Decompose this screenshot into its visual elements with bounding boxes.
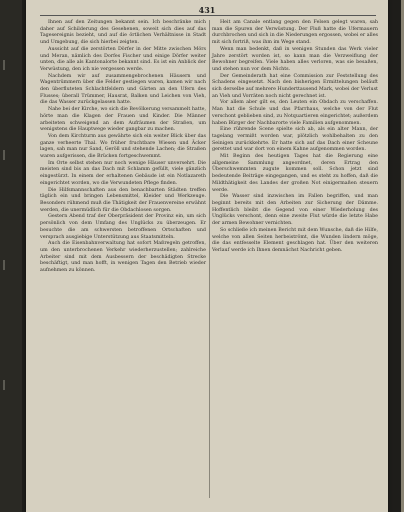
page-edge-fragment xyxy=(3,150,19,160)
text-column-right xyxy=(212,20,378,255)
document-page xyxy=(26,0,388,512)
page-edge-fragment xyxy=(3,380,19,390)
header-rule xyxy=(40,15,376,16)
paragraph: Ihnen auf den Zeitungen bekannt sein. Ich beschränke mich daher auf Schilderung des Gesehenen, soweit sich dies auf das Tagesereignis bezieht, und auf die örtlichen Verhältnisse in Stadt und Umgebung, die sich hierbei zeigten. xyxy=(40,20,206,46)
paragraph: Aussicht auf die zerstörten Dörfer in der Mitte zwischen Mörs und Meran, nämlich des Dorfes Fischer und einige Dörfer weiter unten, die alle als Kantonalorte bekannt sind. Es ist ein Anblick der Verwüstung, den ich nie vergessen werde. xyxy=(40,46,206,72)
paragraph: Auch die Eisenbahnverwaltung hat sofort Maßregeln getroffen, um den unterbrochenen Verkehr wiederherzustellen; zahlreiche Arbeiter sind mit dem Ausbessern der beschädigten Strecke beschäftigt, und man hofft, in wenigen Tagen den Betrieb wieder aufnehmen zu können. xyxy=(40,241,206,274)
paragraph: Wenn man bedenkt, daß in wenigen Stunden das Werk vieler Jahre zerstört worden ist, so kann man die Verzweiflung der Bewohner begreifen. Viele haben alles verloren, was sie besaßen, und stehen nun vor dem Nichts. xyxy=(212,46,378,72)
paragraph: Die Hilfsmannschaften aus den benachbarten Städten treffen täglich ein und bringen Lebensmittel, Kleider und Werkzeuge. Besonders rühmend muß die Thätigkeit der Frauenvereine erwähnt werden, die unermüdlich für die Obdachlosen sorgen. xyxy=(40,187,206,213)
paragraph: Heit am Canale entlang gegen den Felsen gelegt waren, sah man die Spuren der Verwüstung. Der Fluß hatte die Ufermauern durchbrochen und sich in die Niederungen ergossen, wobei er alles mit sich fortriß, was ihm im Wege stand. xyxy=(212,20,378,46)
paragraph: Gestern Abend traf der Oberpräsident der Provinz ein, um sich persönlich von dem Umfang des Unglücks zu überzeugen. Er besuchte die am schwersten betroffenen Ortschaften und versprach ausgiebige Unterstützung aus Staatsmitteln. xyxy=(40,214,206,240)
paragraph: Die Wasser sind inzwischen im Fallen begriffen, und man beginnt bereits mit den Arbeiten zur Sicherung der Dämme. Hoffentlich bleibt die Gegend von einer Wiederholung des Unglücks verschont, denn eine zweite Flut würde die letzte Habe der armen Bewohner vernichten. xyxy=(212,194,378,227)
paragraph: Nahe bei der Kirche, wo sich die Bevölkerung versammelt hatte, hörte man die Klagen der Frauen und Kinder. Die Männer arbeiteten schweigend an dem Aufräumen der Straßen, um wenigstens die Hauptwege wieder gangbar zu machen. xyxy=(40,107,206,133)
column-divider xyxy=(209,20,210,498)
paragraph: Der Gemeinderath hat eine Commission zur Feststellung des Schadens eingesetzt. Nach den bisherigen Ermittelungen beläuft sich derselbe auf mehrere Hunderttausend Mark, wobei der Verlust an Vieh und Vorräten noch nicht gerechnet ist. xyxy=(212,73,378,99)
page-edge-fragment xyxy=(3,260,19,270)
paragraph: Eine rührende Scene spielte sich ab, als ein alter Mann, der tagelang vermißt worden war, plötzlich wohlbehalten zu den Seinigen zurückkehrte. Er hatte sich auf das Dach einer Scheune gerettet und war dort von einem Kahne aufgenommen worden. xyxy=(212,127,378,153)
paragraph: Vor allem aber gilt es, den Leuten ein Obdach zu verschaffen. Man hat die Schule und das Pfarrhaus, welche von der Flut verschont geblieben sind, zu Notquartieren eingerichtet; außerdem haben Bürger der Nachbarorte viele Familien aufgenommen. xyxy=(212,100,378,126)
paragraph: Nachdem wir auf zusammengebrochenen Häusern und Wagentrümmern über die Felder gestiegen waren, kamen wir nach den überfluteten Schlachtfeldern und Gärten an den Ufern des Flusses; überall Trümmer, Hausrat, Balken und Leichen von Vieh, die das Wasser zurückgelassen hatte. xyxy=(40,73,206,106)
paragraph: Mit Beginn des heutigen Tages hat die Regierung eine allgemeine Sammlung angeordnet, deren Ertrag den Überschwemmten zugute kommen soll. Schon jetzt sind bedeutende Beiträge eingegangen, und es steht zu hoffen, daß die Mildthätigkeit des Landes der großen Not einigermaßen steuern werde. xyxy=(212,154,378,193)
adjacent-page-edge xyxy=(0,0,22,512)
page-number: 431 xyxy=(198,5,216,15)
paragraph: Im Orte selbst stehen nur noch wenige Häuser unversehrt. Die meisten sind bis an das Dach mit Schlamm gefüllt, viele gänzlich eingestürzt. In einem der erhaltenen Gebäude ist ein Notlazareth eingerichtet worden, wo die Verwundeten Pflege finden. xyxy=(40,160,206,186)
paragraph: Von dem Kirchturm aus gewährte sich ein weiter Blick über das ganze verheerte Thal. Wo früher fruchtbare Wiesen und Äcker lagen, sah man nur Sand, Geröll und stehende Lachen; die Straßen waren aufgerissen, die Brücken fortgeschwemmt. xyxy=(40,133,206,160)
page-edge-fragment xyxy=(3,60,19,70)
paragraph: So schließe ich meinen Bericht mit dem Wunsche, daß die Hilfe, welche von allen Seiten herbeiströmt, die Wunden lindern möge, die das entfesselte Element geschlagen hat. Über den weiteren Verlauf werde ich Ihnen demnächst Nachricht geben. xyxy=(212,227,378,253)
text-column-left xyxy=(40,20,206,275)
